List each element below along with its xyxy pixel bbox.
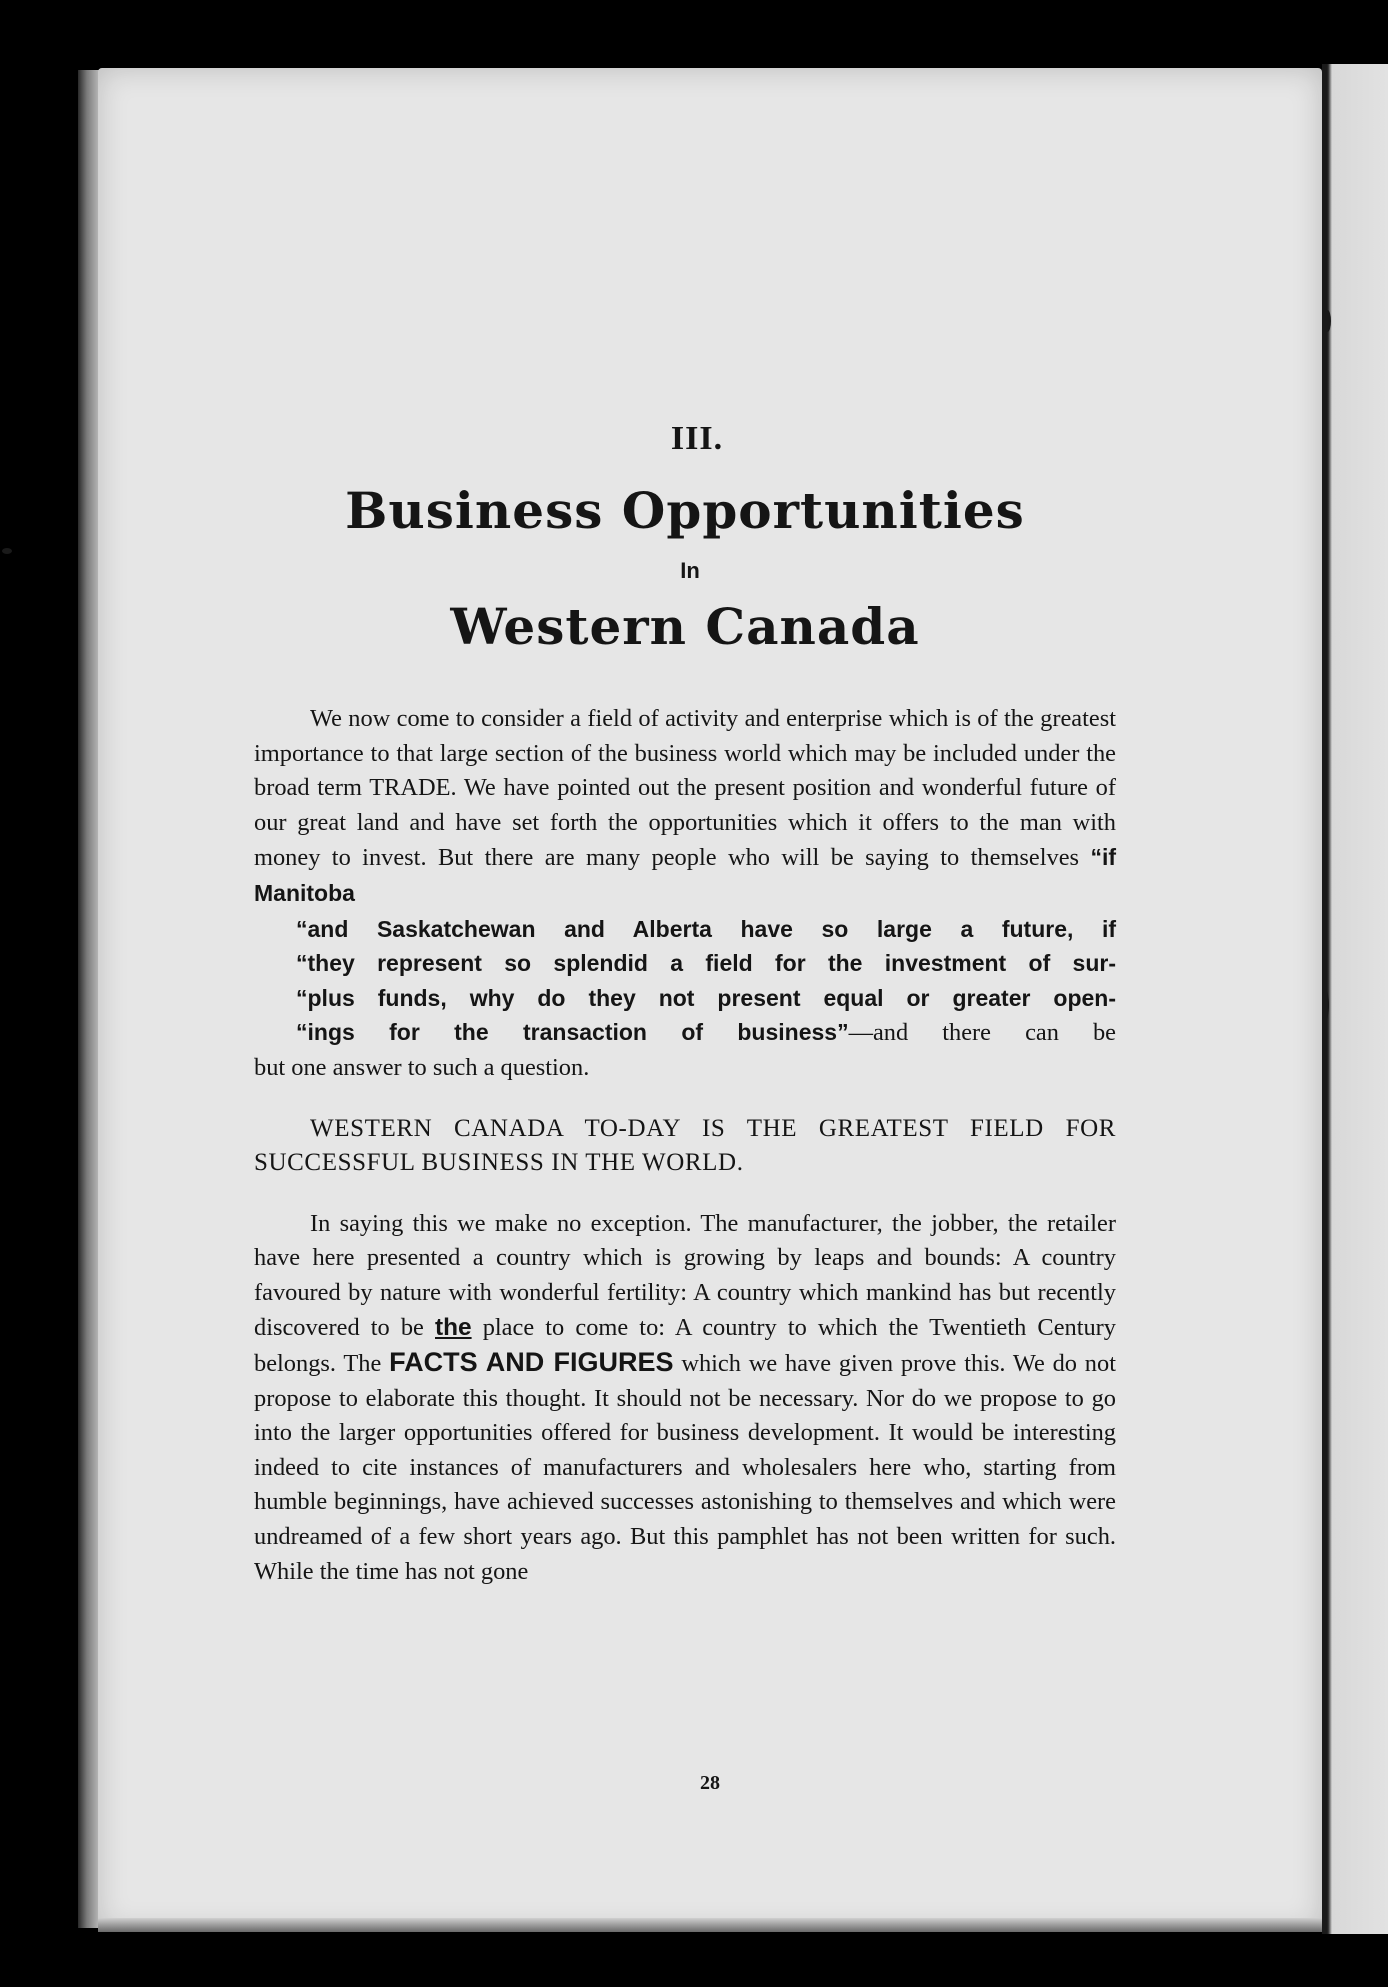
quote-final-line xyxy=(296,1015,1116,1051)
quote-start: “if Manitoba xyxy=(254,844,1116,906)
title-connector: In xyxy=(680,558,700,583)
key-statement: WESTERN CANADA TO-DAY IS THE GREATEST FIELD FOR SUCCESSFUL BUSINESS IN THE WORLD. xyxy=(254,1114,1116,1177)
facts-and-figures: FACTS AND FIGURES xyxy=(389,1347,674,1378)
quote-block xyxy=(254,912,1116,1051)
quote-line: “they represent so splendid a field for the investment of sur- xyxy=(296,950,1116,977)
quote-end: “ings for the transaction of business” xyxy=(296,1019,849,1046)
next-page-edge xyxy=(1322,64,1388,1934)
paragraph-body-part1: In saying this we make no exception. The manufacturer, the jobber, the retailer have here presented a country which is growing by leaps and bounds: A country favoured by nature with wonderful fertility: A country which mankind has but recently discovered to be xyxy=(254,1209,1116,1341)
book-spine xyxy=(78,70,100,1928)
paragraph-intro-text: We now come to consider a field of activity and enterprise which is of the greatest importance to that large section of the business world which may be included under the broad term TRADE. We have pointed out the present position and wonderful future of our great land and have set forth the opportunities which it offers to the man with money to invest. But there are many people who will be saying to themselves xyxy=(254,705,1116,872)
page-bottom-shadow xyxy=(98,1918,1322,1932)
paragraph-body-part2: place to come to: A country to which the Twentieth Century belongs. The xyxy=(254,1313,1116,1378)
chapter-number: III. xyxy=(670,420,724,457)
paragraph-body-part3: which we have given prove this. We do not propose to elaborate this thought. It should not be necessary. Nor do we propose to go into the larger opportunities offered for business development. It would be interesting indeed to cite instances of manufacturers and wholesalers here who, starting from humble beginnings, have achieved successes astonishing to themselves and which were undreamed of a few short years ago. But this pamphlet has not been written for such. While the time has not gone xyxy=(254,1350,1116,1585)
page-content xyxy=(254,420,1116,1589)
title-line-1: Business Opportunities xyxy=(345,481,1025,540)
quote-line: “and Saskatchewan and Alberta have so large a future, if xyxy=(296,915,1116,942)
quote-line: “plus funds, why do they not present equal or greater open- xyxy=(296,984,1116,1011)
paragraph-intro-closing: but one answer to such a question. xyxy=(254,1053,590,1081)
page-number: 28 xyxy=(700,1772,720,1794)
paragraph-intro xyxy=(254,702,1116,912)
quote-trailing-text: —and there can be xyxy=(848,1019,1116,1047)
edge-mark xyxy=(1322,990,1329,1020)
title-line-2: Western Canada xyxy=(450,597,920,656)
edge-mark xyxy=(2,548,12,554)
paragraph-body xyxy=(254,1207,1116,1590)
emphasis-the: the xyxy=(435,1313,472,1341)
edge-mark xyxy=(1324,310,1331,332)
